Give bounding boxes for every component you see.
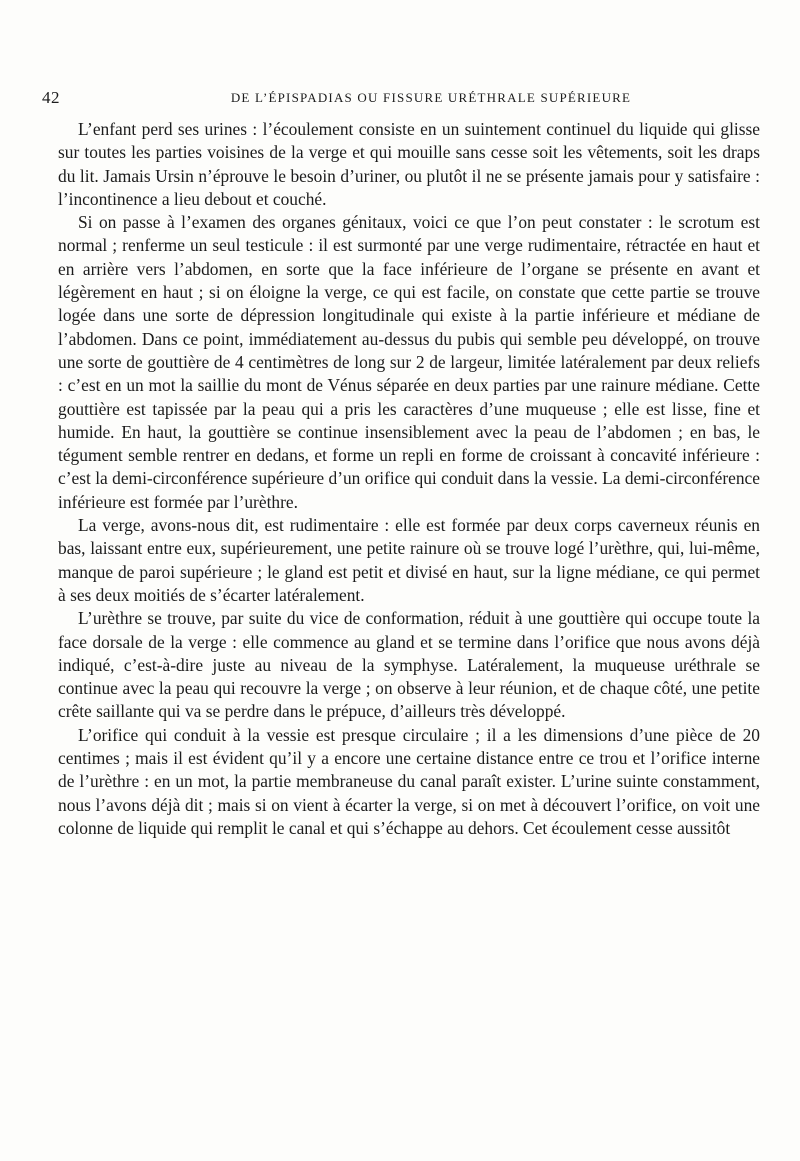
page-header	[42, 88, 760, 112]
body-text	[58, 118, 760, 840]
paragraph: La verge, avons-nous dit, est rudimentaire : elle est formée par deux corps caverneux réunis en bas, laissant entre eux, supérieurement, une petite rainure où se trouve logé l’urèthre, qui, lui-même, manque de paroi supérieure ; le gland est petit et divisé en haut, sur la ligne médiane, ce qui permet à ses deux moitiés de s’écarter latéralement.	[58, 515, 760, 605]
page-number: 42	[42, 88, 60, 107]
paragraph: L’urèthre se trouve, par suite du vice de conformation, réduit à une gouttière qui occupe toute la face dorsale de la verge : elle commence au gland et se termine dans l’orifice que nous avons déjà indiqué, c’est-à-dire juste au niveau de la symphyse. Latéralement, la muqueuse uréthrale se continue avec la peau qui recouvre la verge ; on observe à leur réunion, et de chaque côté, une petite crête saillante qui va se perdre dans le prépuce, d’ailleurs très développé.	[58, 608, 760, 722]
paragraph: L’orifice qui conduit à la vessie est presque circulaire ; il a les dimensions d’une pièce de 20 centimes ; mais il est évident qu’il y a encore une certaine distance entre ce trou et l’orifice interne de l’urèthre : en un mot, la partie membraneuse du canal paraît exister. L’urine suinte constamment, nous l’avons déjà dit ; mais si on vient à écarter la verge, si on met à découvert l’orifice, on voit une colonne de liquide qui remplit le canal et qui s’échappe au dehors. Cet écoulement cesse aussitôt	[58, 724, 760, 838]
paragraph: L’enfant perd ses urines : l’écoulement consiste en un suintement continuel du liquide qui glisse sur toutes les parties voisines de la verge et qui mouille sans cesse soit les vêtements, soit les draps du lit. Jamais Ursin n’éprouve le besoin d’uriner, ou plutôt il ne se présente jamais pour y satisfaire : l’incontinence a lieu debout et couché.	[58, 119, 760, 209]
paragraph: Si on passe à l’examen des organes génitaux, voici ce que l’on peut constater : le scrotum est normal ; renferme un seul testicule : il est surmonté par une verge rudimentaire, rétractée en haut et en arrière vers l’abdomen, en sorte que la face inférieure de l’organe se présente en avant et légèrement en haut ; si on éloigne la verge, ce qui est facile, on constate que cette partie se trouve logée dans une sorte de dépression longitudinale qui existe à la partie inférieure et médiane de l’abdomen. Dans ce point, immédiatement au-dessus du pubis qui semble peu développé, on trouve une sorte de gouttière de 4 centimètres de long sur 2 de largeur, limitée latéralement par deux reliefs : c’est en un mot la saillie du mont de Vénus séparée en deux parties par une rainure médiane. Cette gouttière est tapissée par la peau qui a pris les caractères d’une muqueuse ; elle est lisse, fine et humide. En haut, la gouttière se continue insensiblement avec la peau de l’abdomen ; en bas, le tégument semble rentrer en dedans, et forme un repli en forme de croissant à concavité inférieure : c’est la demi-circonférence supérieure d’un orifice qui conduit dans la vessie. La demi-circonférence inférieure est formée par l’urèthre.	[58, 212, 760, 512]
running-title: DE L’ÉPISPADIAS OU FISSURE URÉTHRALE SUPÉRIEURE	[230, 90, 632, 105]
